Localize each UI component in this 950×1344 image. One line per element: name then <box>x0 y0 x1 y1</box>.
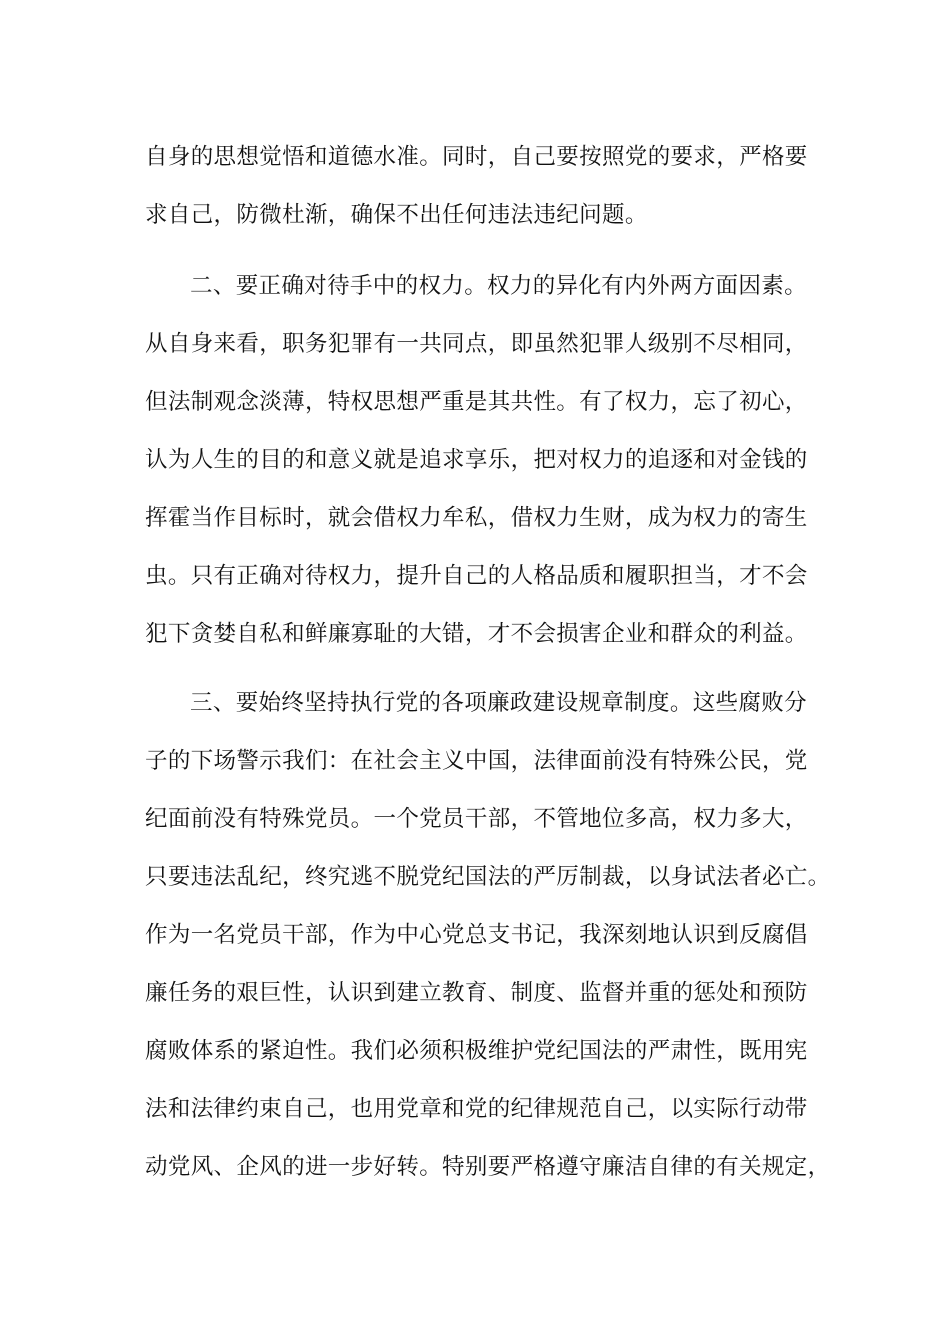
paragraph-line: 动党风、企风的进一步好转。特别要严格遵守廉洁自律的有关规定， <box>145 1154 831 1180</box>
paragraph-line: 作为一名党员干部，作为中心党总支书记，我深刻地认识到反腐倡 <box>145 922 808 948</box>
paragraph-line: 三、要始终坚持执行党的各项廉政建设规章制度。这些腐败分 <box>190 690 807 716</box>
paragraph-line: 虫。只有正确对待权力，提升自己的人格品质和履职担当，才不会 <box>145 563 808 589</box>
paragraph-line: 从自身来看，职务犯罪有一共同点，即虽然犯罪人级别不尽相同， <box>145 331 808 357</box>
paragraph-line: 认为人生的目的和意义就是追求享乐，把对权力的追逐和对金钱的 <box>145 447 808 473</box>
paragraph-line: 求自己，防微杜渐，确保不出任何违法违纪问题。 <box>145 202 648 228</box>
paragraph-line: 廉任务的艰巨性，认识到建立教育、制度、监督并重的惩处和预防 <box>145 980 808 1006</box>
paragraph-line: 法和法律约束自己，也用党章和党的纪律规范自己，以实际行动带 <box>145 1096 808 1122</box>
paragraph-line: 犯下贪婪自私和鲜廉寡耻的大错，才不会损害企业和群众的利益。 <box>145 621 808 647</box>
paragraph-line: 纪面前没有特殊党员。一个党员干部，不管地位多高，权力多大， <box>145 806 808 832</box>
paragraph-line: 二、要正确对待手中的权力。权力的异化有内外两方面因素。 <box>190 273 807 299</box>
paragraph-line: 自身的思想觉悟和道德水准。同时，自己要按照党的要求，严格要 <box>145 144 808 170</box>
paragraph-line: 但法制观念淡薄，特权思想严重是其共性。有了权力，忘了初心， <box>145 389 808 415</box>
paragraph-line: 子的下场警示我们：在社会主义中国，法律面前没有特殊公民，党 <box>145 748 808 774</box>
paragraph-line: 只要违法乱纪，终究逃不脱党纪国法的严厉制裁，以身试法者必亡。 <box>145 864 831 890</box>
paragraph-line: 挥霍当作目标时，就会借权力牟私，借权力生财，成为权力的寄生 <box>145 505 808 531</box>
paragraph-line: 腐败体系的紧迫性。我们必须积极维护党纪国法的严肃性，既用宪 <box>145 1038 808 1064</box>
